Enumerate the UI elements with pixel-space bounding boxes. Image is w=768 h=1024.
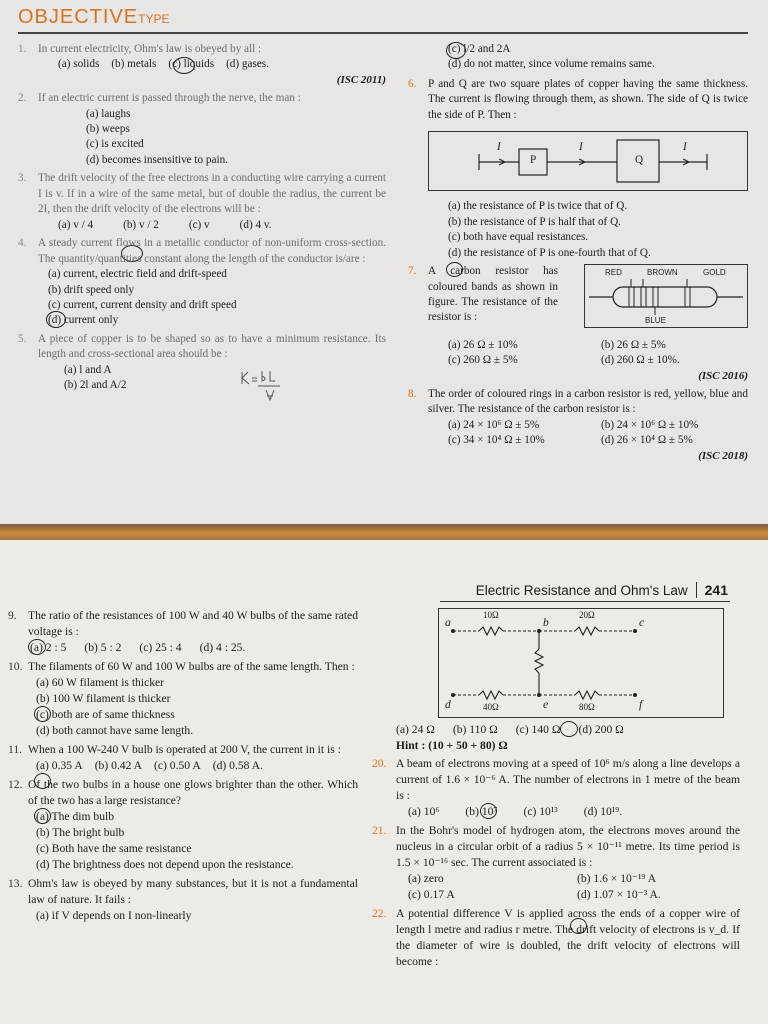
option: (d) 10¹⁹.: [583, 804, 623, 818]
option: (c) liquids: [168, 58, 215, 71]
option: (a) l and A: [64, 363, 112, 376]
options: [8, 675, 358, 739]
option: (d) the resistance of P is one-fourth that of Q.: [448, 246, 651, 259]
option: (a) 10⁶: [408, 804, 440, 818]
options: [18, 218, 386, 233]
resistor-label: 40Ω: [483, 702, 499, 712]
plates-figure: [428, 131, 748, 191]
option: (b) The bright bulb: [36, 825, 125, 839]
question-2: [18, 91, 386, 168]
question-stem: The filaments of 60 W and 100 W bulbs are of the same length. Then :: [28, 659, 355, 673]
option: (a) 24 × 10⁶ Ω ± 5%: [448, 418, 540, 431]
question-21: [372, 823, 740, 903]
option: (a) if V depends on I non-linearly: [36, 908, 192, 922]
options: [8, 640, 358, 656]
option: (d) 1.07 × 10⁻³ A.: [577, 887, 661, 901]
question-number: 6.: [408, 77, 417, 90]
question-number: 22.: [372, 906, 387, 920]
option: (c) v: [188, 218, 210, 231]
question-number: 5.: [18, 332, 27, 345]
section-title-main: OBJECTIVE: [18, 6, 139, 28]
resistor-label: 20Ω: [579, 610, 595, 620]
option: (a) 0.35 A: [36, 758, 83, 772]
option: (d) 26 × 10⁴ Ω ± 5%: [601, 434, 693, 447]
current-label: I: [683, 141, 687, 154]
question-stem: A beam of electrons moving at a speed of 10⁶ m/s along a line develops a current of 1.6 × 10⁻⁶ A. The number of electrons in 1 metre of the beam is :: [396, 756, 740, 802]
source-tag: (ISC 2018): [698, 449, 748, 462]
question-9: [8, 608, 358, 656]
option: (c) 10¹³: [523, 804, 558, 818]
option: (d) 0.58 A.: [212, 758, 263, 772]
source-tag: (ISC 2016): [698, 369, 748, 382]
question-stem: A piece of copper is to be shaped so as to have a minimum resistance. Its length and cross-sectional area should be :: [38, 332, 386, 361]
header-rule: [440, 601, 730, 602]
option: (b) 1.6 × 10⁻¹⁹ A: [577, 871, 657, 885]
option: (d) 4 : 25.: [199, 640, 246, 654]
option: (a) zero: [408, 871, 444, 885]
options: [372, 871, 740, 903]
question-number: 12.: [8, 777, 23, 791]
option: (a) solids: [58, 58, 100, 71]
option: (b) weeps: [86, 122, 130, 135]
option: (a) laughs: [86, 107, 131, 120]
node-label: a: [445, 616, 451, 629]
question-number: 1.: [18, 43, 27, 55]
header-rule: [18, 32, 748, 34]
options: [18, 107, 386, 169]
option: (c) 34 × 10⁴ Ω ± 10%: [448, 434, 545, 447]
page-number: 241: [696, 582, 728, 598]
option: (c) 25 : 4: [139, 640, 182, 654]
current-label: I: [579, 141, 583, 154]
node-label: d: [445, 698, 451, 711]
options: [18, 267, 386, 329]
question-8: [408, 387, 748, 464]
question-1: [18, 42, 386, 88]
option: (c) current, current density and drift speed: [48, 298, 237, 311]
resistor-label: 80Ω: [579, 702, 595, 712]
question-11: [8, 742, 358, 774]
q19-options: [372, 722, 740, 738]
question-number: 8.: [408, 387, 417, 400]
option: (a) The dim bulb: [36, 809, 115, 823]
option: (d) becomes insensitive to pain.: [86, 153, 228, 166]
question-number: 13.: [8, 876, 23, 890]
option: (a) 60 W filament is thicker: [36, 675, 165, 689]
answer-circle: [560, 721, 578, 737]
question-10: [8, 659, 358, 739]
question-stem: P and Q are two square plates of copper having the same thickness. The current is flowing through them, as shown. The side of Q is twice the side of P. Then :: [428, 77, 748, 121]
question-number: 20.: [372, 756, 387, 770]
question-number: 3.: [18, 172, 27, 185]
question-13: [8, 876, 358, 924]
option: (d) 200 Ω: [578, 723, 624, 736]
question-stem: In the Bohr's model of hydrogen atom, the electrons moves around the nucleus in a circular orbit of a radius 5 × 10⁻¹¹ metre. Its time period is 1.5 × 10⁻¹⁶ sec. The current associated is :: [396, 823, 740, 869]
bottom-page: [0, 540, 768, 1024]
source-tag: (ISC 2011): [336, 73, 386, 86]
option: (b) 110 Ω: [452, 723, 498, 736]
options: [8, 908, 358, 924]
option: (b) 5 : 2: [84, 640, 122, 654]
options: [408, 199, 748, 261]
option: (b) the resistance of P is half that of Q.: [448, 215, 621, 228]
top-left-column: [18, 42, 386, 397]
option: (c) l/2 and 2A: [448, 43, 511, 55]
question-stem: In current electricity, Ohm's law is obeyed by all :: [38, 43, 262, 55]
question-7: [408, 264, 748, 384]
question-stem: A carbon resistor has coloured bands as shown in figure. The resistance of the resistor is :: [428, 265, 558, 324]
question-22: [372, 906, 740, 970]
question-stem: The order of coloured rings in a carbon resistor is red, yellow, blue and silver. The resistance of the carbon resistor is :: [428, 387, 748, 416]
option: (c) is excited: [86, 138, 144, 151]
option: (b) 2l and A/2: [64, 379, 127, 392]
plates-diagram: [429, 132, 747, 190]
bottom-left-column: [8, 608, 358, 927]
option: (d) 260 Ω ± 10%.: [601, 354, 680, 367]
option: (d) 4 v.: [239, 218, 272, 231]
option: (d) do not matter, since volume remains same.: [448, 58, 655, 71]
current-label: I: [497, 141, 501, 154]
question-20: [372, 756, 740, 820]
option: (c) 260 Ω ± 5%: [448, 354, 518, 367]
question-6: [408, 77, 748, 261]
node-label: f: [639, 698, 643, 711]
option: (c) Both have the same resistance: [36, 841, 192, 855]
option: (d) both cannot have same length.: [36, 723, 194, 737]
question-stem: The ratio of the resistances of 100 W and 40 W bulbs of the same rated voltage is :: [28, 609, 358, 638]
band-label: BROWN: [647, 268, 678, 278]
option: (b) 100 W filament is thicker: [36, 691, 171, 705]
handwritten-formula: [238, 366, 294, 402]
option: (b) metals: [111, 58, 157, 71]
option: (a) v / 4: [58, 218, 94, 231]
question-number: 4.: [18, 237, 27, 250]
question-4: [18, 236, 386, 329]
section-title: [18, 6, 169, 29]
option: (a) 24 Ω: [396, 723, 435, 736]
node-label: e: [543, 698, 549, 711]
question-number: 7.: [408, 265, 417, 278]
question-3: [18, 171, 386, 233]
question-stem: The drift velocity of the free electrons in a conducting wire carrying a current I is v. If in a wire of the same metal, but of double the radius, the current be 2I, then the drift velocity of the electrons will be :: [38, 172, 386, 216]
options: [408, 418, 748, 449]
running-header: [476, 582, 728, 598]
plate-p-label: P: [530, 154, 537, 167]
question-number: 9.: [8, 609, 17, 622]
option: (c) both have equal resistances.: [448, 231, 589, 244]
question-stem: If an electric current is passed through the nerve, the man :: [38, 92, 301, 105]
options: [8, 809, 358, 873]
option: (c) both are of same thickness: [36, 707, 175, 721]
question-stem: Of the two bulbs in a house one glows brighter than the other. Which of the two has a large resistance?: [28, 777, 358, 807]
option: (a) 26 Ω ± 10%: [448, 338, 518, 351]
question-number: 10.: [8, 659, 23, 673]
bottom-right-column: [372, 608, 740, 973]
q5-continued-options: [408, 42, 748, 73]
top-right-column: [408, 42, 748, 467]
option: (c) 140 Ω: [515, 723, 561, 736]
options: [18, 57, 386, 72]
plate-q-label: Q: [635, 154, 644, 167]
question-5: [18, 332, 386, 394]
option: (b) 10⁷: [465, 804, 498, 818]
question-stem: When a 100 W-240 V bulb is operated at 200 V, the current in it is :: [28, 742, 341, 756]
option: (d) current only: [48, 314, 119, 327]
band-label: GOLD: [703, 268, 726, 278]
option: (b) 0.42 A: [94, 758, 143, 772]
question-number: 21.: [372, 823, 387, 837]
option: (b) drift speed only: [48, 283, 135, 296]
option: (a) the resistance of P is twice that of Q.: [448, 200, 628, 213]
chapter-title: Electric Resistance and Ohm's Law: [475, 583, 688, 598]
band-label: RED: [605, 268, 622, 278]
option: (a) 2 : 5: [30, 640, 67, 654]
option: (d) The brightness does not depend upon the resistance.: [36, 857, 294, 871]
question-stem: A steady current flows in a metallic conductor of non-uniform cross-section. The quantity/quantities constant along the length of the conductor is/are :: [38, 237, 386, 265]
node-label: c: [639, 616, 645, 629]
band-label: BLUE: [645, 316, 666, 326]
node-label: b: [543, 616, 549, 629]
circuit-figure: [438, 608, 724, 718]
option: (b) 26 Ω ± 5%: [601, 338, 666, 351]
option: (b) 24 × 10⁶ Ω ± 10%: [601, 418, 699, 431]
option: (d) gases.: [226, 58, 269, 71]
options: [372, 804, 740, 820]
options: [18, 363, 386, 394]
question-number: 2.: [18, 92, 27, 105]
question-number: 11.: [8, 742, 23, 756]
option: (b) v / 2: [123, 218, 159, 231]
option: (c) 0.17 A: [408, 887, 455, 901]
resistor-label: 10Ω: [483, 610, 499, 620]
option: (c) 0.50 A: [154, 758, 201, 772]
resistor-figure: [584, 264, 748, 328]
hint-text: Hint : (10 + 50 + 80) Ω: [396, 738, 508, 752]
option: (a) current, electric field and drift-speed: [48, 268, 227, 281]
question-stem: Ohm's law is obeyed by many substances, but it is not a fundamental law of nature. It fails :: [28, 876, 358, 906]
options: [8, 758, 358, 774]
question-stem: A potential difference V is applied across the ends of a copper wire of length l metre and radius r metre. The drift velocity of electrons is v_d. If the diameter of wire is doubled, the drift velocity of electrons will become :: [396, 906, 740, 968]
options: [408, 338, 748, 369]
section-title-sub: TYPE: [138, 12, 170, 26]
question-12: [8, 777, 358, 873]
